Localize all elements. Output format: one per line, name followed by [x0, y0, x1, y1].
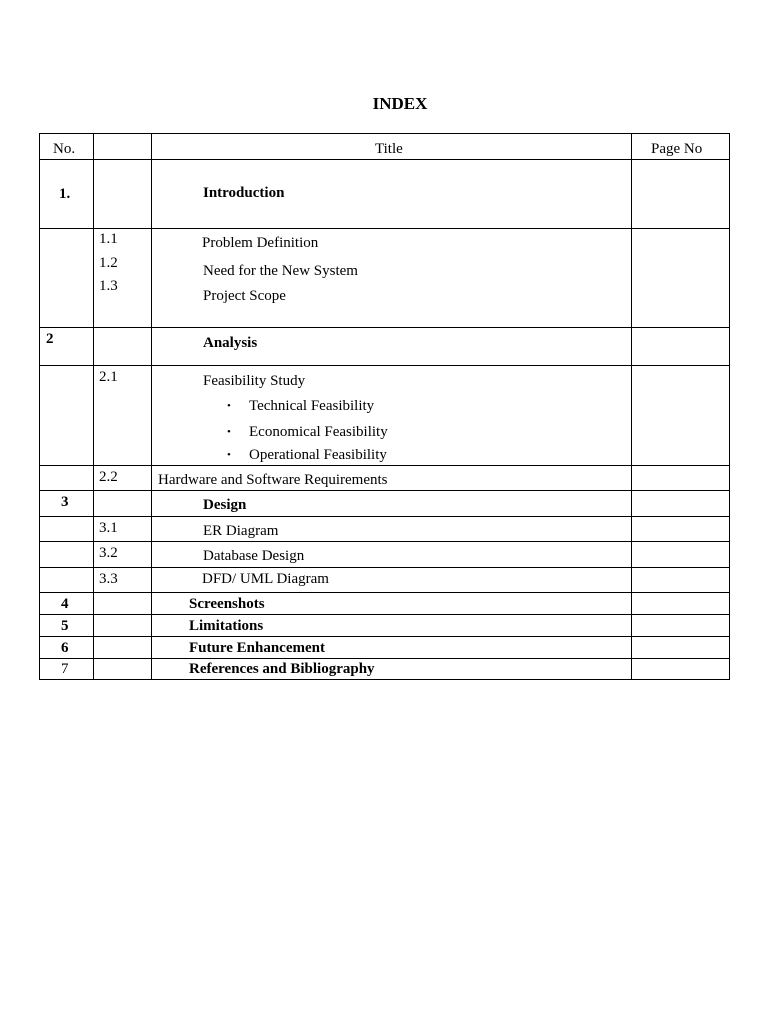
- table-row: [39, 229, 730, 328]
- subsection-title: Feasibility Study: [203, 373, 306, 389]
- bullet-icon: •: [227, 449, 231, 461]
- subsection-number: 2.2: [99, 469, 118, 485]
- column-header-no: No.: [53, 141, 76, 157]
- section-number: 6: [61, 640, 69, 656]
- section-title: Limitations: [189, 618, 264, 634]
- subsection-title: Project Scope: [203, 288, 286, 304]
- table-row: [39, 659, 730, 680]
- table-header-row: [39, 133, 730, 160]
- bullet-icon: •: [227, 426, 231, 438]
- bullet-icon: •: [227, 400, 231, 412]
- subsection-title: DFD/ UML Diagram: [202, 571, 329, 587]
- table-row: [39, 637, 730, 659]
- column-header-title: Title: [375, 141, 403, 157]
- subsection-title: Hardware and Software Requirements: [158, 472, 388, 488]
- subsection-title: Need for the New System: [203, 263, 358, 279]
- subsection-number: 3.2: [99, 545, 118, 561]
- table-row: [39, 517, 730, 542]
- bullet-item: Economical Feasibility: [249, 424, 388, 440]
- section-title: Analysis: [203, 335, 258, 351]
- subsection-number: 2.1: [99, 369, 118, 385]
- table-row: [39, 615, 730, 637]
- index-heading: INDEX: [372, 94, 428, 113]
- subsection-number: 3.3: [99, 571, 118, 587]
- bullet-item: Operational Feasibility: [249, 447, 387, 463]
- table-row: [39, 466, 730, 491]
- section-number: 2: [46, 331, 54, 347]
- table-row: [39, 593, 730, 615]
- section-title: References and Bibliography: [189, 661, 375, 677]
- table-row: [39, 366, 730, 466]
- subsection-number: 1.3: [99, 278, 118, 294]
- table-row: [39, 542, 730, 568]
- subsection-title: ER Diagram: [203, 523, 279, 539]
- subsection-title: Problem Definition: [202, 235, 319, 251]
- section-title: Design: [203, 497, 247, 513]
- bullet-item: Technical Feasibility: [249, 398, 375, 414]
- table-row: [39, 568, 730, 593]
- section-title: Future Enhancement: [189, 640, 325, 656]
- section-title: Screenshots: [189, 596, 265, 612]
- table-row: [39, 491, 730, 517]
- subsection-number: 1.1: [99, 231, 118, 247]
- table-row: [39, 160, 730, 229]
- table-row: [39, 328, 730, 366]
- section-number: 4: [61, 596, 69, 612]
- subsection-number: 1.2: [99, 255, 118, 271]
- section-title: Introduction: [203, 185, 285, 201]
- subsection-title: Database Design: [203, 548, 305, 564]
- section-number: 3: [61, 494, 69, 510]
- section-number: 7: [61, 661, 69, 677]
- section-number: 1.: [59, 186, 71, 202]
- subsection-number: 3.1: [99, 520, 118, 536]
- column-header-page-no: Page No: [651, 141, 703, 157]
- section-number: 5: [61, 618, 69, 634]
